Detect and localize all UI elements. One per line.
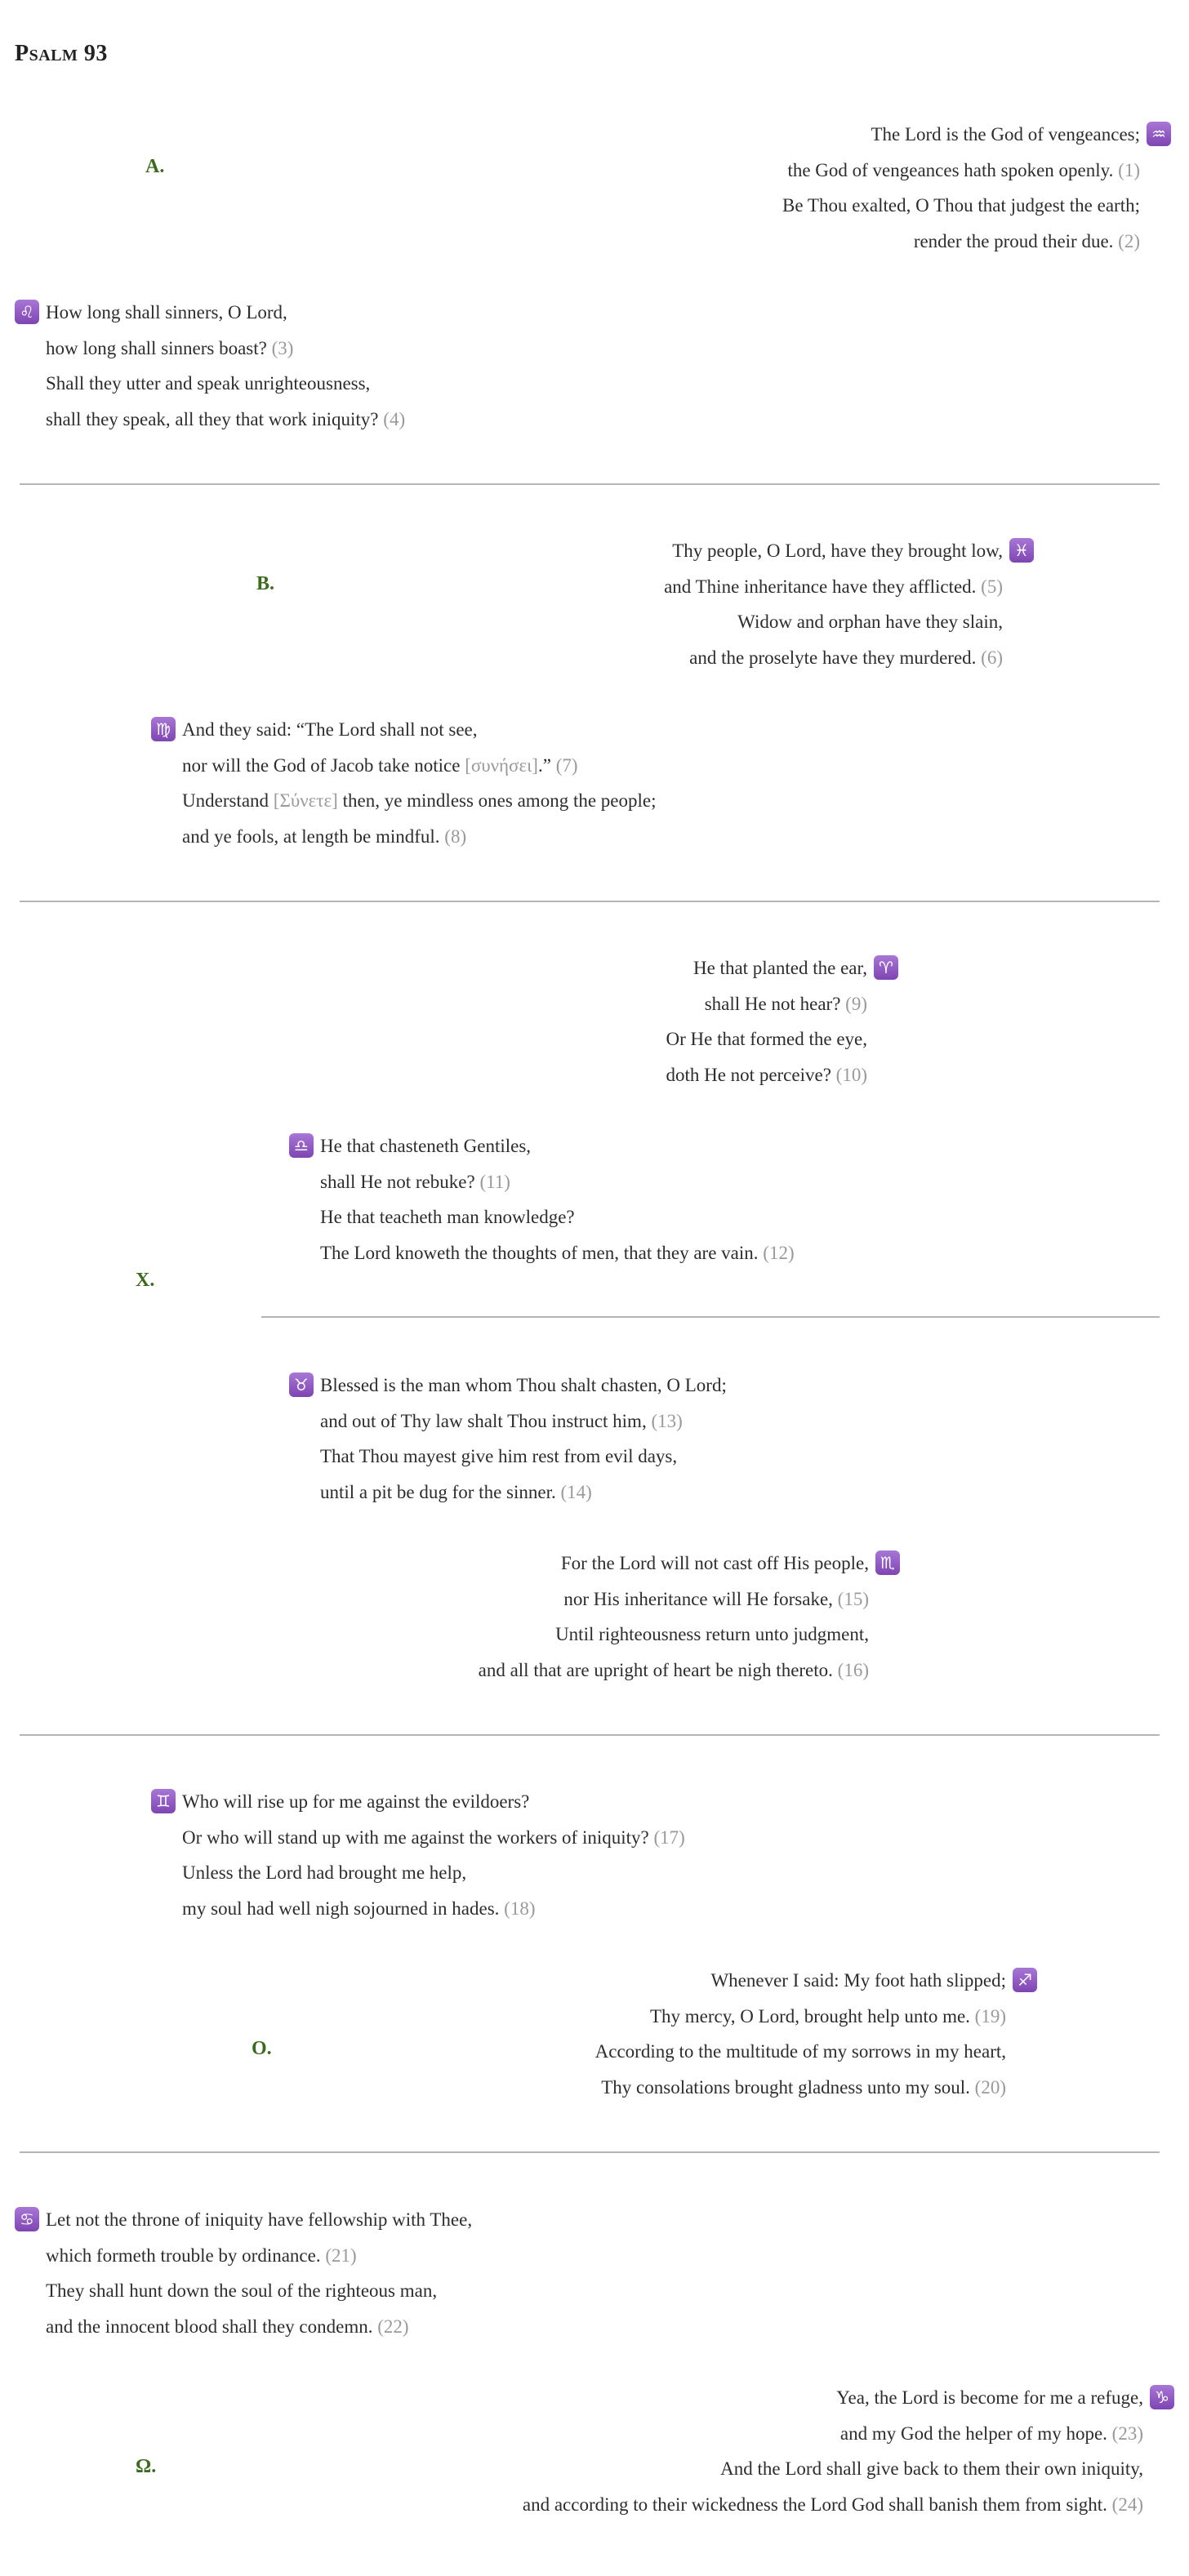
stanza [664, 533, 1034, 675]
section-letter-a: A. [145, 156, 165, 177]
verse-line: shall He not rebuke? (11) [320, 1171, 510, 1192]
verse-line: and ye fools, at length be mindful. (8) [182, 825, 467, 847]
verse-line: Shall they utter and speak unrighteousness, [46, 373, 371, 394]
verse-number: (7) [555, 754, 578, 776]
verse-line: Until righteousness return unto judgment, [555, 1624, 869, 1645]
subsection-divider [261, 1316, 1160, 1318]
stanza [151, 712, 657, 854]
verse-number: (21) [325, 2245, 357, 2266]
verse-line: the God of vengeances hath spoken openly. (1) [787, 159, 1140, 180]
verse-line: ♊ Who will rise up for me against the evildoers? [151, 1784, 685, 1820]
stanza [15, 295, 405, 437]
verse-line: nor His inheritance will He forsake, (15) [563, 1588, 869, 1609]
verse-number: (9) [845, 993, 867, 1014]
verse-number: (17) [653, 1826, 685, 1848]
verse-line: Whenever I said: My foot hath slipped; ♐ [595, 1963, 1037, 1999]
pisces-icon: ♓ [1009, 538, 1034, 563]
verse-line: Or He that formed the eye, [666, 1029, 867, 1050]
verse-line: Thy mercy, O Lord, brought help unto me. (19) [649, 2005, 1006, 2027]
capricorn-icon: ♑ [1150, 2385, 1174, 2409]
verse-number: (4) [383, 408, 406, 429]
verse-line: Yea, the Lord is become for me a refuge, ♑ [523, 2380, 1174, 2416]
verse-line: and according to their wickedness the Lord God shall banish them from sight. (24) [522, 2494, 1143, 2515]
verse-line: shall they speak, all they that work iniquity? (4) [46, 408, 406, 429]
verse-number: (16) [837, 1659, 869, 1680]
libra-icon: ♎ [289, 1133, 314, 1158]
verse-line: He that planted the ear, ♈ [666, 950, 898, 986]
verse-line: The Lord knoweth the thoughts of men, that they are vain. (12) [320, 1242, 795, 1263]
stanza [666, 950, 898, 1092]
stanza [15, 2202, 472, 2344]
section-letter-omega: Ω. [136, 2456, 157, 2477]
verse-line: ♎ He that chasteneth Gentiles, [289, 1128, 795, 1164]
stanza [782, 117, 1171, 259]
verse-number: (2) [1118, 230, 1140, 251]
verse-line: Thy people, O Lord, have they brought low, ♓ [664, 533, 1034, 569]
verse-number: (19) [974, 2005, 1006, 2027]
verse-line: doth He not perceive? (10) [666, 1064, 867, 1085]
virgo-icon: ♍ [151, 717, 176, 741]
verse-line: Thy consolations brought gladness unto my soul. (20) [601, 2076, 1006, 2098]
verse-number: (1) [1118, 159, 1140, 180]
verse-line: which formeth trouble by ordinance. (21) [46, 2245, 357, 2266]
aries-icon: ♈ [874, 955, 898, 980]
stanza [523, 2380, 1174, 2522]
verse-line: nor will the God of Jacob take notice [συνήσει].” (7) [182, 754, 578, 776]
stanza [151, 1784, 685, 1926]
verse-line: and out of Thy law shalt Thou instruct him, (13) [320, 1410, 683, 1431]
cancer-icon: ♋ [15, 2207, 39, 2231]
verse-line: shall He not hear? (9) [704, 993, 867, 1014]
verse-number: (12) [763, 1242, 795, 1263]
verse-line: Unless the Lord had brought me help, [182, 1862, 467, 1884]
verse-line: my soul had well nigh sojourned in hades. (18) [182, 1898, 536, 1919]
verse-number: (10) [835, 1064, 867, 1085]
verse-line: how long shall sinners boast? (3) [46, 337, 294, 358]
verse-number: (6) [981, 647, 1003, 668]
verse-number: (5) [981, 576, 1003, 597]
section-letter-o: O. [252, 2038, 272, 2059]
verse-line: and all that are upright of heart be nigh thereto. (16) [478, 1659, 869, 1680]
verse-line: That Thou mayest give him rest from evil days, [320, 1446, 678, 1467]
verse-number: (8) [444, 825, 467, 847]
verse-number: (14) [560, 1481, 592, 1502]
stanza [595, 1963, 1037, 2105]
verse-number: (23) [1111, 2423, 1143, 2444]
verse-line: render the proud their due. (2) [913, 230, 1140, 251]
section-divider [20, 1734, 1160, 1736]
sagittarius-icon: ♐ [1013, 1968, 1037, 1992]
verse-number: (20) [974, 2076, 1006, 2098]
gemini-icon: ♊ [151, 1789, 176, 1813]
section-letter-x: X. [136, 1270, 155, 1291]
verse-number: (15) [837, 1588, 869, 1609]
verse-line: ♋ Let not the throne of iniquity have fellowship with Thee, [15, 2202, 472, 2238]
verse-number: (24) [1111, 2494, 1143, 2515]
taurus-icon: ♉ [289, 1373, 314, 1397]
verse-line: and my God the helper of my hope. (23) [839, 2423, 1143, 2444]
section-divider [20, 2151, 1160, 2153]
verse-number: (18) [504, 1898, 536, 1919]
verse-line: Understand [Σύνετε] then, ye mindless ones among the people; [182, 790, 657, 812]
verse-line: Be Thou exalted, O Thou that judgest the earth; [782, 195, 1140, 216]
verse-number: (13) [651, 1410, 683, 1431]
verse-line: And the Lord shall give back to them their own iniquity, [720, 2458, 1143, 2480]
page-title: Psalm 93 [15, 41, 108, 66]
section-divider [20, 483, 1160, 485]
greek-gloss: [συνήσει] [465, 754, 538, 776]
stanza [479, 1546, 900, 1688]
section-letter-b: B. [256, 573, 275, 594]
verse-line: He that teacheth man knowledge? [320, 1207, 575, 1228]
greek-gloss: [Σύνετε] [273, 790, 338, 812]
verse-number: (22) [377, 2316, 409, 2337]
verse-line: and the proselyte have they murdered. (6) [689, 647, 1003, 668]
verse-line: For the Lord will not cast off His people, ♏ [479, 1546, 900, 1582]
aquarius-icon: ♒ [1147, 122, 1171, 146]
verse-line: According to the multitude of my sorrows in my heart, [594, 2041, 1006, 2062]
verse-line: until a pit be dug for the sinner. (14) [320, 1481, 592, 1502]
verse-line: Or who will stand up with me against the workers of iniquity? (17) [182, 1826, 685, 1848]
verse-line: and the innocent blood shall they condemn. (22) [46, 2316, 409, 2337]
verse-line: The Lord is the God of vengeances; ♒ [782, 117, 1171, 153]
verse-line: ♉ Blessed is the man whom Thou shalt chasten, O Lord; [289, 1368, 727, 1404]
verse-line: Widow and orphan have they slain, [737, 612, 1003, 633]
verse-line: ♌ How long shall sinners, O Lord, [15, 295, 405, 331]
verse-number: (3) [271, 337, 294, 358]
verse-line: They shall hunt down the soul of the righteous man, [46, 2280, 438, 2302]
verse-line: ♍ And they said: “The Lord shall not see, [151, 712, 657, 748]
leo-icon: ♌ [15, 300, 39, 324]
stanza [289, 1128, 795, 1270]
verse-line: and Thine inheritance have they afflicted. (5) [664, 576, 1003, 597]
section-divider [20, 901, 1160, 902]
scorpio-icon: ♏ [875, 1550, 900, 1575]
verse-number: (11) [479, 1171, 510, 1192]
stanza [289, 1368, 727, 1510]
